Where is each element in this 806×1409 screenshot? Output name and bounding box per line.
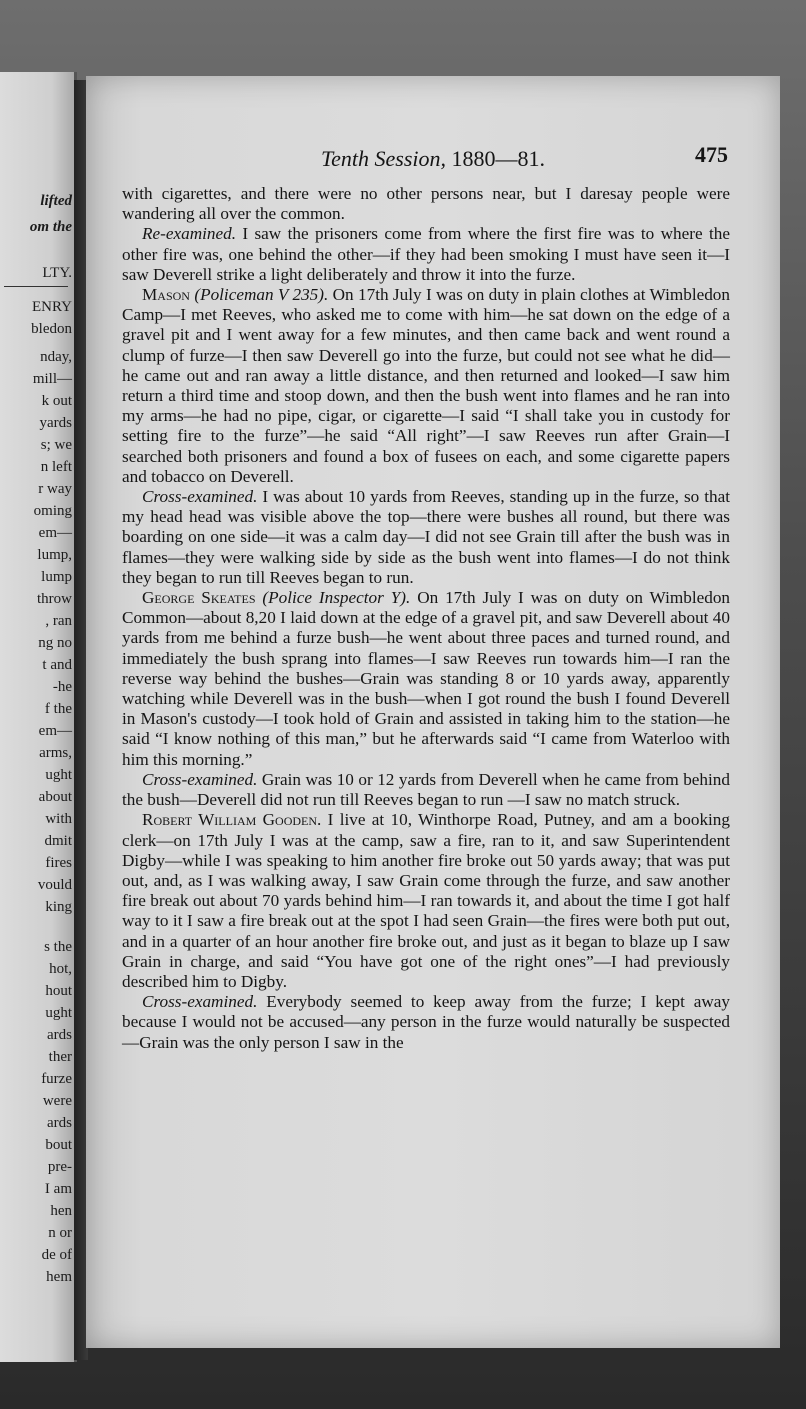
- paragraph-text: On 17th July I was on duty on Wimbledon Common—about 8,20 I laid down at the edge of a gravel pit, and saw Deverell about 40 yards from me behind a furze bush—he went about three paces and turned round, and immediately the bush sprang into flames—I saw Reeves run towards him—I ran the reverse way behind the bushes—Grain was standing 8 or 10 yards away, apparently watching while Deverell was in the bush—when I got round the bush I found Deverell in Mason's custody—I took hold of Grain and assisted in taking him to the station—he said “I know nothing of this man,” but he afterwards said “I came from Waterloo with him this morning.”: [122, 588, 731, 769]
- left-page-fragment: ught: [45, 767, 72, 783]
- left-page-fragment: bledon: [31, 321, 72, 337]
- left-page-fragment: n left: [40, 459, 72, 475]
- paragraph-p6: [122, 770, 730, 810]
- left-page-fragment: yards: [39, 415, 72, 431]
- left-page-fragment: hen: [50, 1203, 72, 1219]
- left-page-fragment: furze: [41, 1071, 72, 1087]
- left-page-fragment: -he: [52, 679, 72, 695]
- paragraph-p7: [122, 810, 730, 992]
- left-page-fragment: r way: [38, 481, 72, 497]
- session-title: Tenth Session,: [320, 146, 447, 171]
- paragraph-p3: [122, 285, 730, 487]
- left-page-fragment: ng no: [38, 635, 72, 651]
- paragraph-lead: Re-examined.: [142, 224, 237, 244]
- left-page-fragment: lump,: [37, 547, 72, 563]
- page-number: 475: [695, 142, 728, 167]
- left-facing-page: [0, 72, 77, 1362]
- session-years: 1880—81.: [451, 146, 546, 171]
- left-page-fragment: lifted: [40, 193, 72, 209]
- left-page-fragment: , ran: [45, 613, 72, 629]
- left-page-fragment: king: [45, 899, 72, 915]
- left-page-fragment: throw: [37, 591, 72, 607]
- left-page-fragment: de of: [41, 1247, 72, 1263]
- paragraph-p4: [122, 487, 730, 588]
- paragraph-p8: [122, 992, 730, 1053]
- left-page-fragment: hot,: [49, 961, 72, 977]
- left-page-fragment: t and: [42, 657, 72, 673]
- left-page-fragment: om the: [29, 219, 72, 235]
- paragraph-lead: Cross-examined.: [142, 992, 258, 1012]
- left-page-fragment: bout: [45, 1137, 72, 1153]
- left-page-fragment: mill—: [32, 371, 72, 387]
- left-page-fragment: em—: [38, 723, 72, 739]
- paragraph-p1: [122, 184, 730, 224]
- paragraph-text: I saw the prisoners come from where the first fire was to where the other fire was, one behind the other—if they had been smoking I must have seen it—I saw Deverell strike a light deliberately and throw it into the furze.: [122, 224, 730, 284]
- left-page-fragment: ENRY: [31, 299, 72, 315]
- left-page-fragment: arms,: [39, 745, 72, 761]
- paragraph-lead: Robert William Gooden.: [142, 810, 322, 830]
- paragraph-lead: Cross-examined.: [142, 487, 258, 507]
- running-head: [86, 146, 780, 172]
- left-page-rule: [4, 286, 68, 287]
- left-page-fragment: s; we: [40, 437, 72, 453]
- page-body-text: [122, 184, 730, 1053]
- paragraph-text: I was about 10 yards from Reeves, standing up in the furze, so that my head head was visible above the top—there were bushes all round, but there was boarding on one side—it was a calm day—I did not see Grain till after the bush was in flames—they were walking side by side as the bush went into flames—I do not think they began to run till Reeves began to run.: [122, 487, 730, 587]
- paragraph-text: Everybody seemed to keep away from the furze; I kept away because I would not be accused—any person in the furze would naturally be suspected—Grain was the only person I saw in the: [122, 992, 730, 1052]
- left-page-fragment: vould: [37, 877, 72, 893]
- left-page-fragment: ther: [48, 1049, 72, 1065]
- paragraph-lead: Cross-examined.: [142, 769, 258, 789]
- left-page-fragment: ards: [47, 1027, 72, 1043]
- paragraph-text: with cigarettes, and there were no other persons near, but I daresay people were wandering all over the common.: [122, 184, 730, 224]
- left-page-fragment: fires: [45, 855, 72, 871]
- witness-role: (Police Inspector Y).: [262, 588, 411, 608]
- left-page-fragment: about: [38, 789, 72, 805]
- left-page-fragment: were: [42, 1093, 72, 1109]
- left-page-fragment: n or: [48, 1225, 72, 1241]
- paragraph-lead: George Skeates: [142, 588, 256, 608]
- paragraph-p2: [122, 224, 730, 285]
- left-page-fragment: dmit: [44, 833, 72, 849]
- left-page-fragment: k out: [41, 393, 72, 409]
- left-page-fragment: s the: [44, 939, 72, 955]
- left-page-fragment: em—: [38, 525, 72, 541]
- left-page-fragment: lump: [41, 569, 72, 585]
- paragraph-text: On 17th July I was on duty in plain clothes at Wimbledon Camp—I met Reeves, who asked me to come with him—he sat down on the edge of a gravel pit and I went away for a few minutes, and then came back and went round a clump of furze—I then saw Deverell go into the furze, but could not see what he did—he came out and ran away a little distance, and then returned and looked—I saw him return a third time and stoop down, and then the bush went into flames and he ran into my arms—he had no pipe, cigar, or cigarette—I said “I shall take you in custody for setting fire to the furze”—he said “All right”—I saw Reeves run after Grain—I searched both prisoners and found a box of fusees on each, and some cigarette papers and tobacco on Deverell.: [122, 285, 730, 486]
- left-page-fragment: with: [45, 811, 72, 827]
- left-page-fragment: I am: [44, 1181, 72, 1197]
- left-page-fragment: oming: [33, 503, 72, 519]
- paragraph-p5: [122, 588, 730, 770]
- left-page-fragment: f the: [44, 701, 72, 717]
- left-page-fragment: pre-: [47, 1159, 72, 1175]
- left-page-fragment: LTY.: [42, 265, 72, 281]
- left-page-fragment: hout: [45, 983, 72, 999]
- witness-role: (Policeman V 235).: [194, 285, 329, 305]
- left-page-fragment: ught: [45, 1005, 72, 1021]
- left-page-fragment: ards: [47, 1115, 72, 1131]
- left-page-fragment: nday,: [40, 349, 72, 365]
- paragraph-text: Grain was 10 or 12 yards from Deverell when he came from behind the bush—Deverell did not run till Reeves began to run —I saw no match struck.: [122, 769, 730, 810]
- paragraph-text: I live at 10, Winthorpe Road, Putney, and am a booking clerk—on 17th July I was at the camp, saw a fire, ran to it, and saw Superintendent Digby—while I was speaking to him another fire broke out 50 yards away; that was put out, and, as I was walking away, I saw Grain come through the furze, and saw another fire break out about 70 yards behind him—I ran towards it, and about the time I got half way to it I saw a fire break out at the spot I had seen Grain—the fires were both put out, and in a quarter of an hour another fire broke out, and just as it began to blaze up I saw Grain in charge, and said “You have got one of the right ones”—I had previously described him to Digby.: [122, 810, 730, 991]
- paragraph-lead: Mason: [142, 285, 190, 305]
- left-page-fragment: hem: [46, 1269, 72, 1285]
- main-page: [86, 76, 780, 1348]
